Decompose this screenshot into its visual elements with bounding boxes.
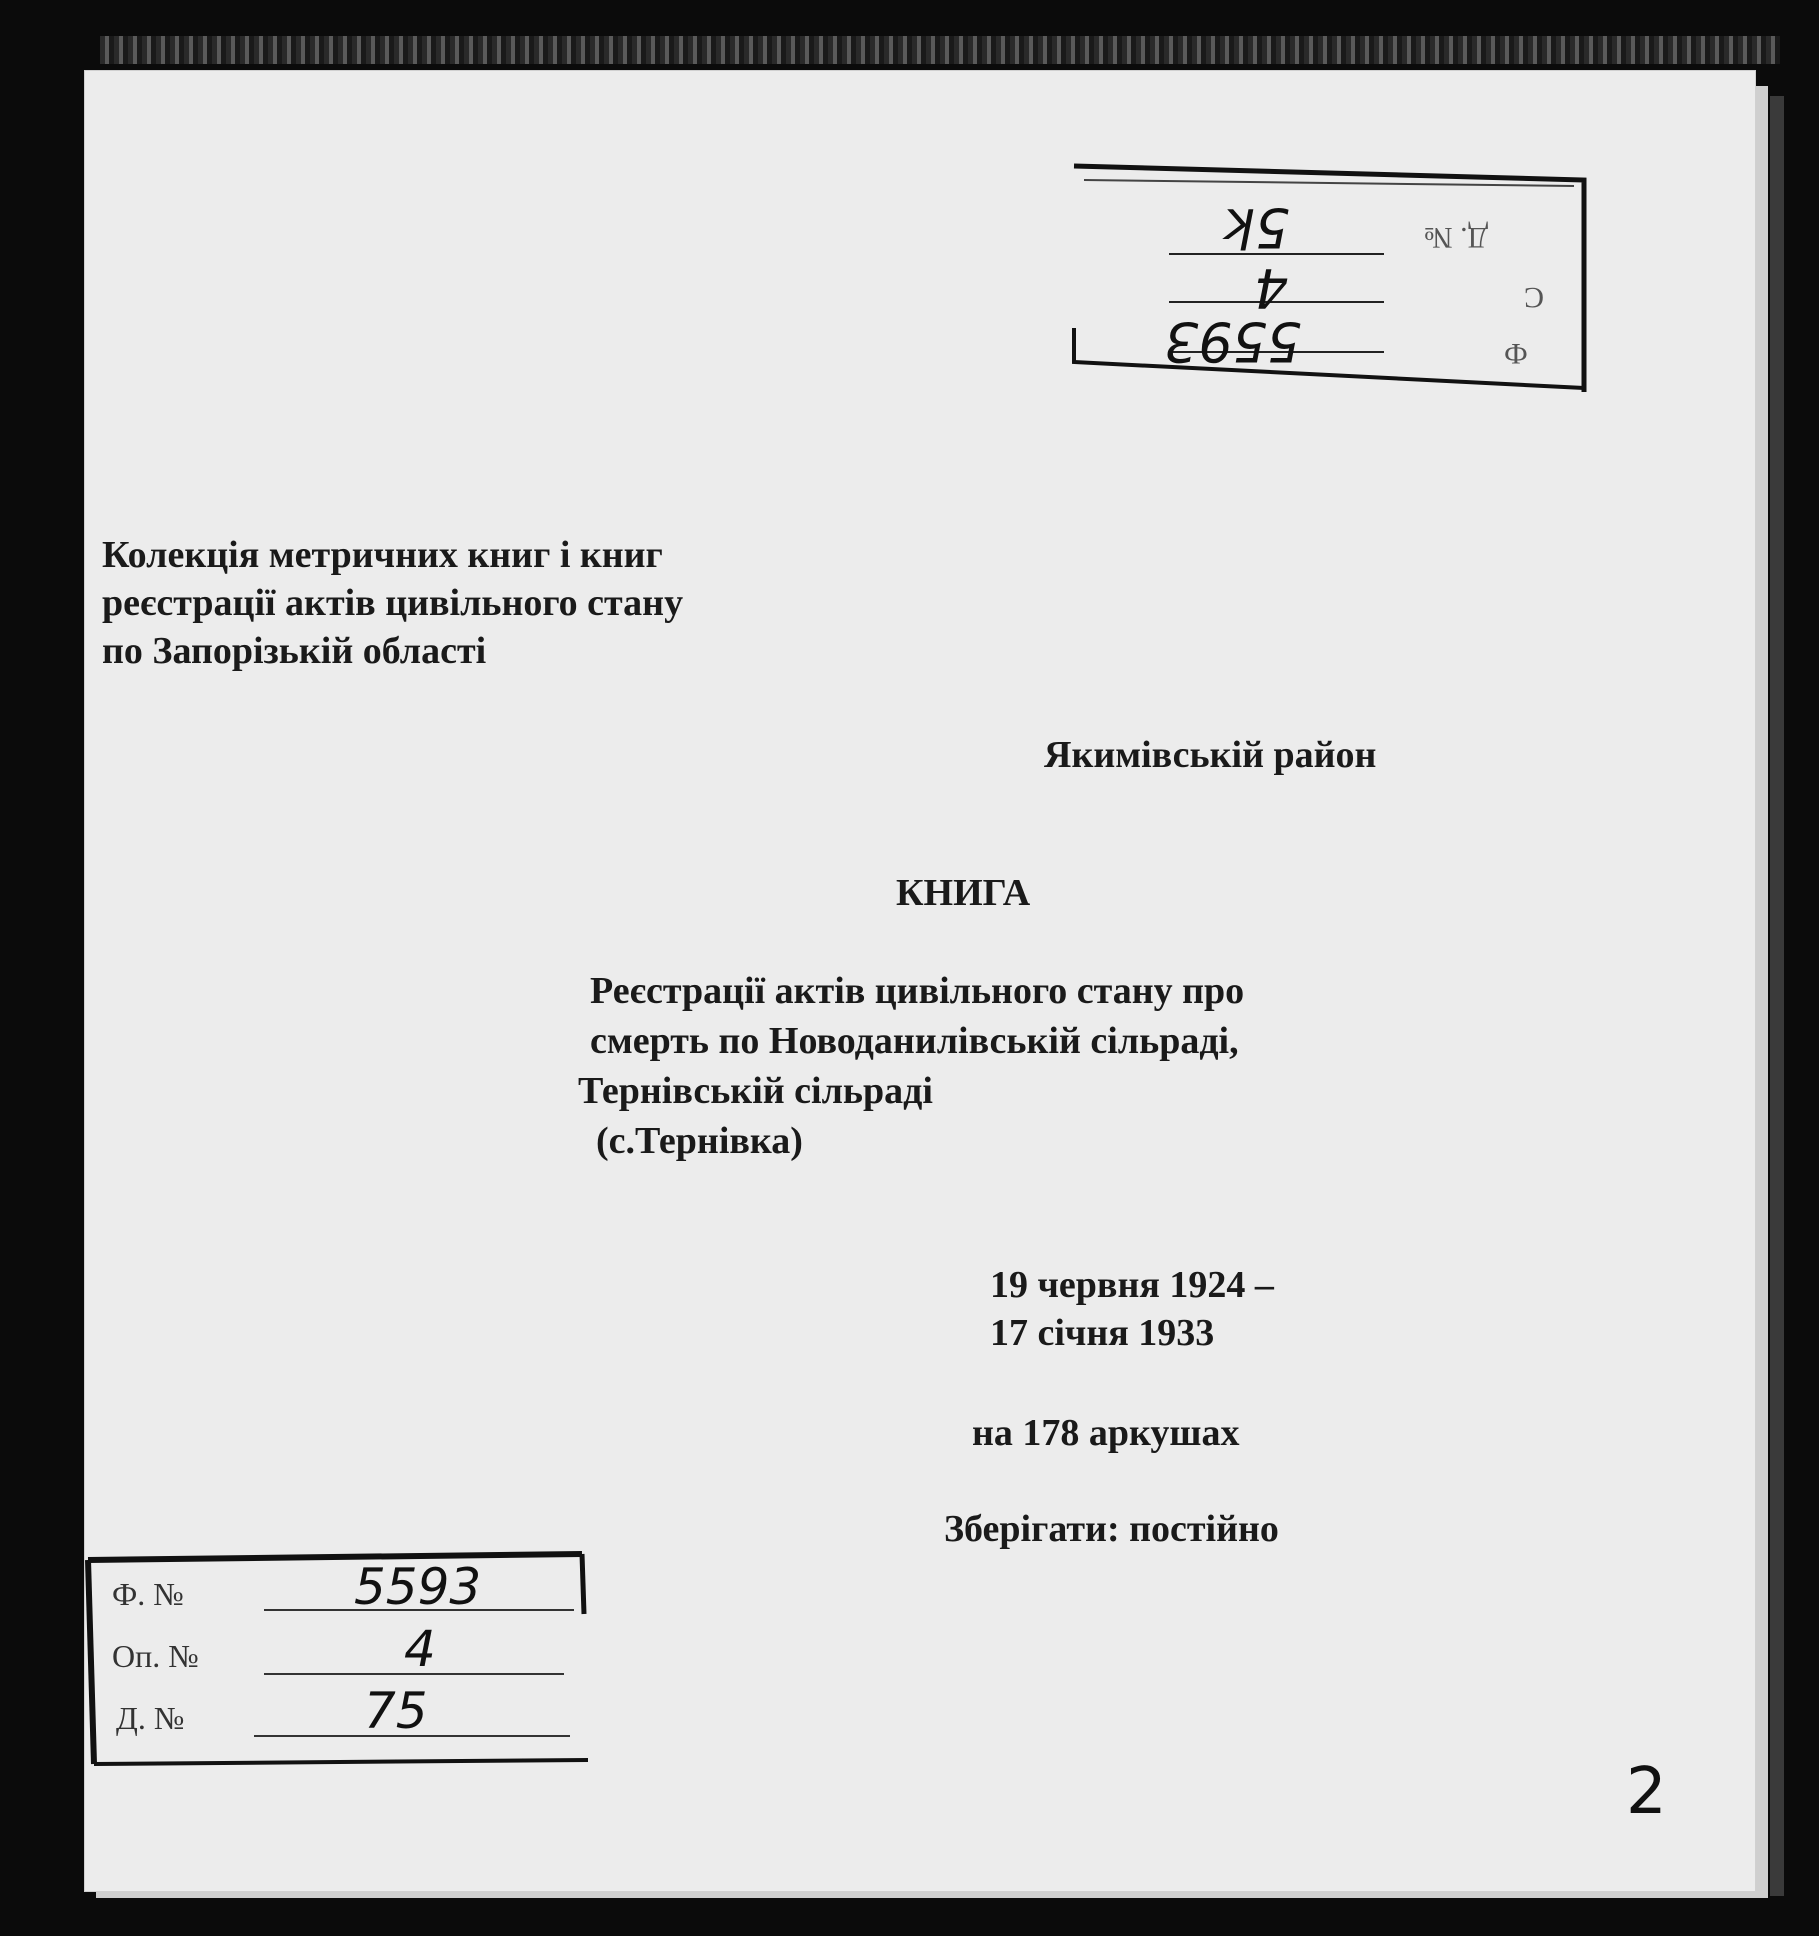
page-number: 2 xyxy=(1626,1755,1667,1829)
top-stamp-label-3: Ф xyxy=(1504,337,1528,370)
sheet-count: на 178 аркушах xyxy=(972,1412,1240,1454)
page-right-edge xyxy=(1756,86,1768,1898)
description-line-2: смерть по Новоданилівській сільраді, xyxy=(590,1020,1239,1062)
archive-sprava-label: Д. № xyxy=(116,1700,185,1736)
date-start: 19 червня 1924 – xyxy=(990,1264,1274,1306)
book-label: КНИГА xyxy=(896,872,1031,914)
district-name: Якимівській район xyxy=(1044,734,1377,776)
description-line-4: (с.Тернівка) xyxy=(596,1120,803,1162)
top-stamp-value-2: 4 xyxy=(1254,256,1289,319)
description-line-1: Реєстрації актів цивільного стану про xyxy=(590,970,1245,1012)
top-stamp-value-1: 5k xyxy=(1224,196,1290,259)
collection-heading-line-3: по Запорізькій області xyxy=(102,630,487,672)
description-line-3: Тернівській сільраді xyxy=(578,1070,933,1112)
top-stamp-label-2: С xyxy=(1524,281,1545,314)
archive-fond-label: Ф. № xyxy=(112,1576,184,1612)
top-stamp-label-1: Д. № xyxy=(1424,221,1489,254)
retention-period: Зберігати: постійно xyxy=(944,1508,1279,1550)
collection-heading-line-1: Колекція метричних книг і книг xyxy=(102,534,663,576)
scan-top-edge xyxy=(100,36,1780,64)
document-page xyxy=(84,70,1756,1892)
archive-opys-value: 4 xyxy=(404,1620,436,1678)
archive-sprava-value: 75 xyxy=(364,1682,428,1740)
archive-opys-label: Оп. № xyxy=(112,1638,199,1674)
page-bottom-edge xyxy=(96,1892,1768,1898)
archive-fond-value: 5593 xyxy=(354,1558,482,1616)
scan-right-shadow xyxy=(1770,96,1784,1896)
collection-heading-line-2: реєстрації актів цивільного стану xyxy=(102,582,684,624)
top-stamp-value-3: 5593 xyxy=(1164,310,1302,373)
date-end: 17 січня 1933 xyxy=(990,1312,1215,1354)
archive-stamp-frame xyxy=(84,70,1756,1892)
